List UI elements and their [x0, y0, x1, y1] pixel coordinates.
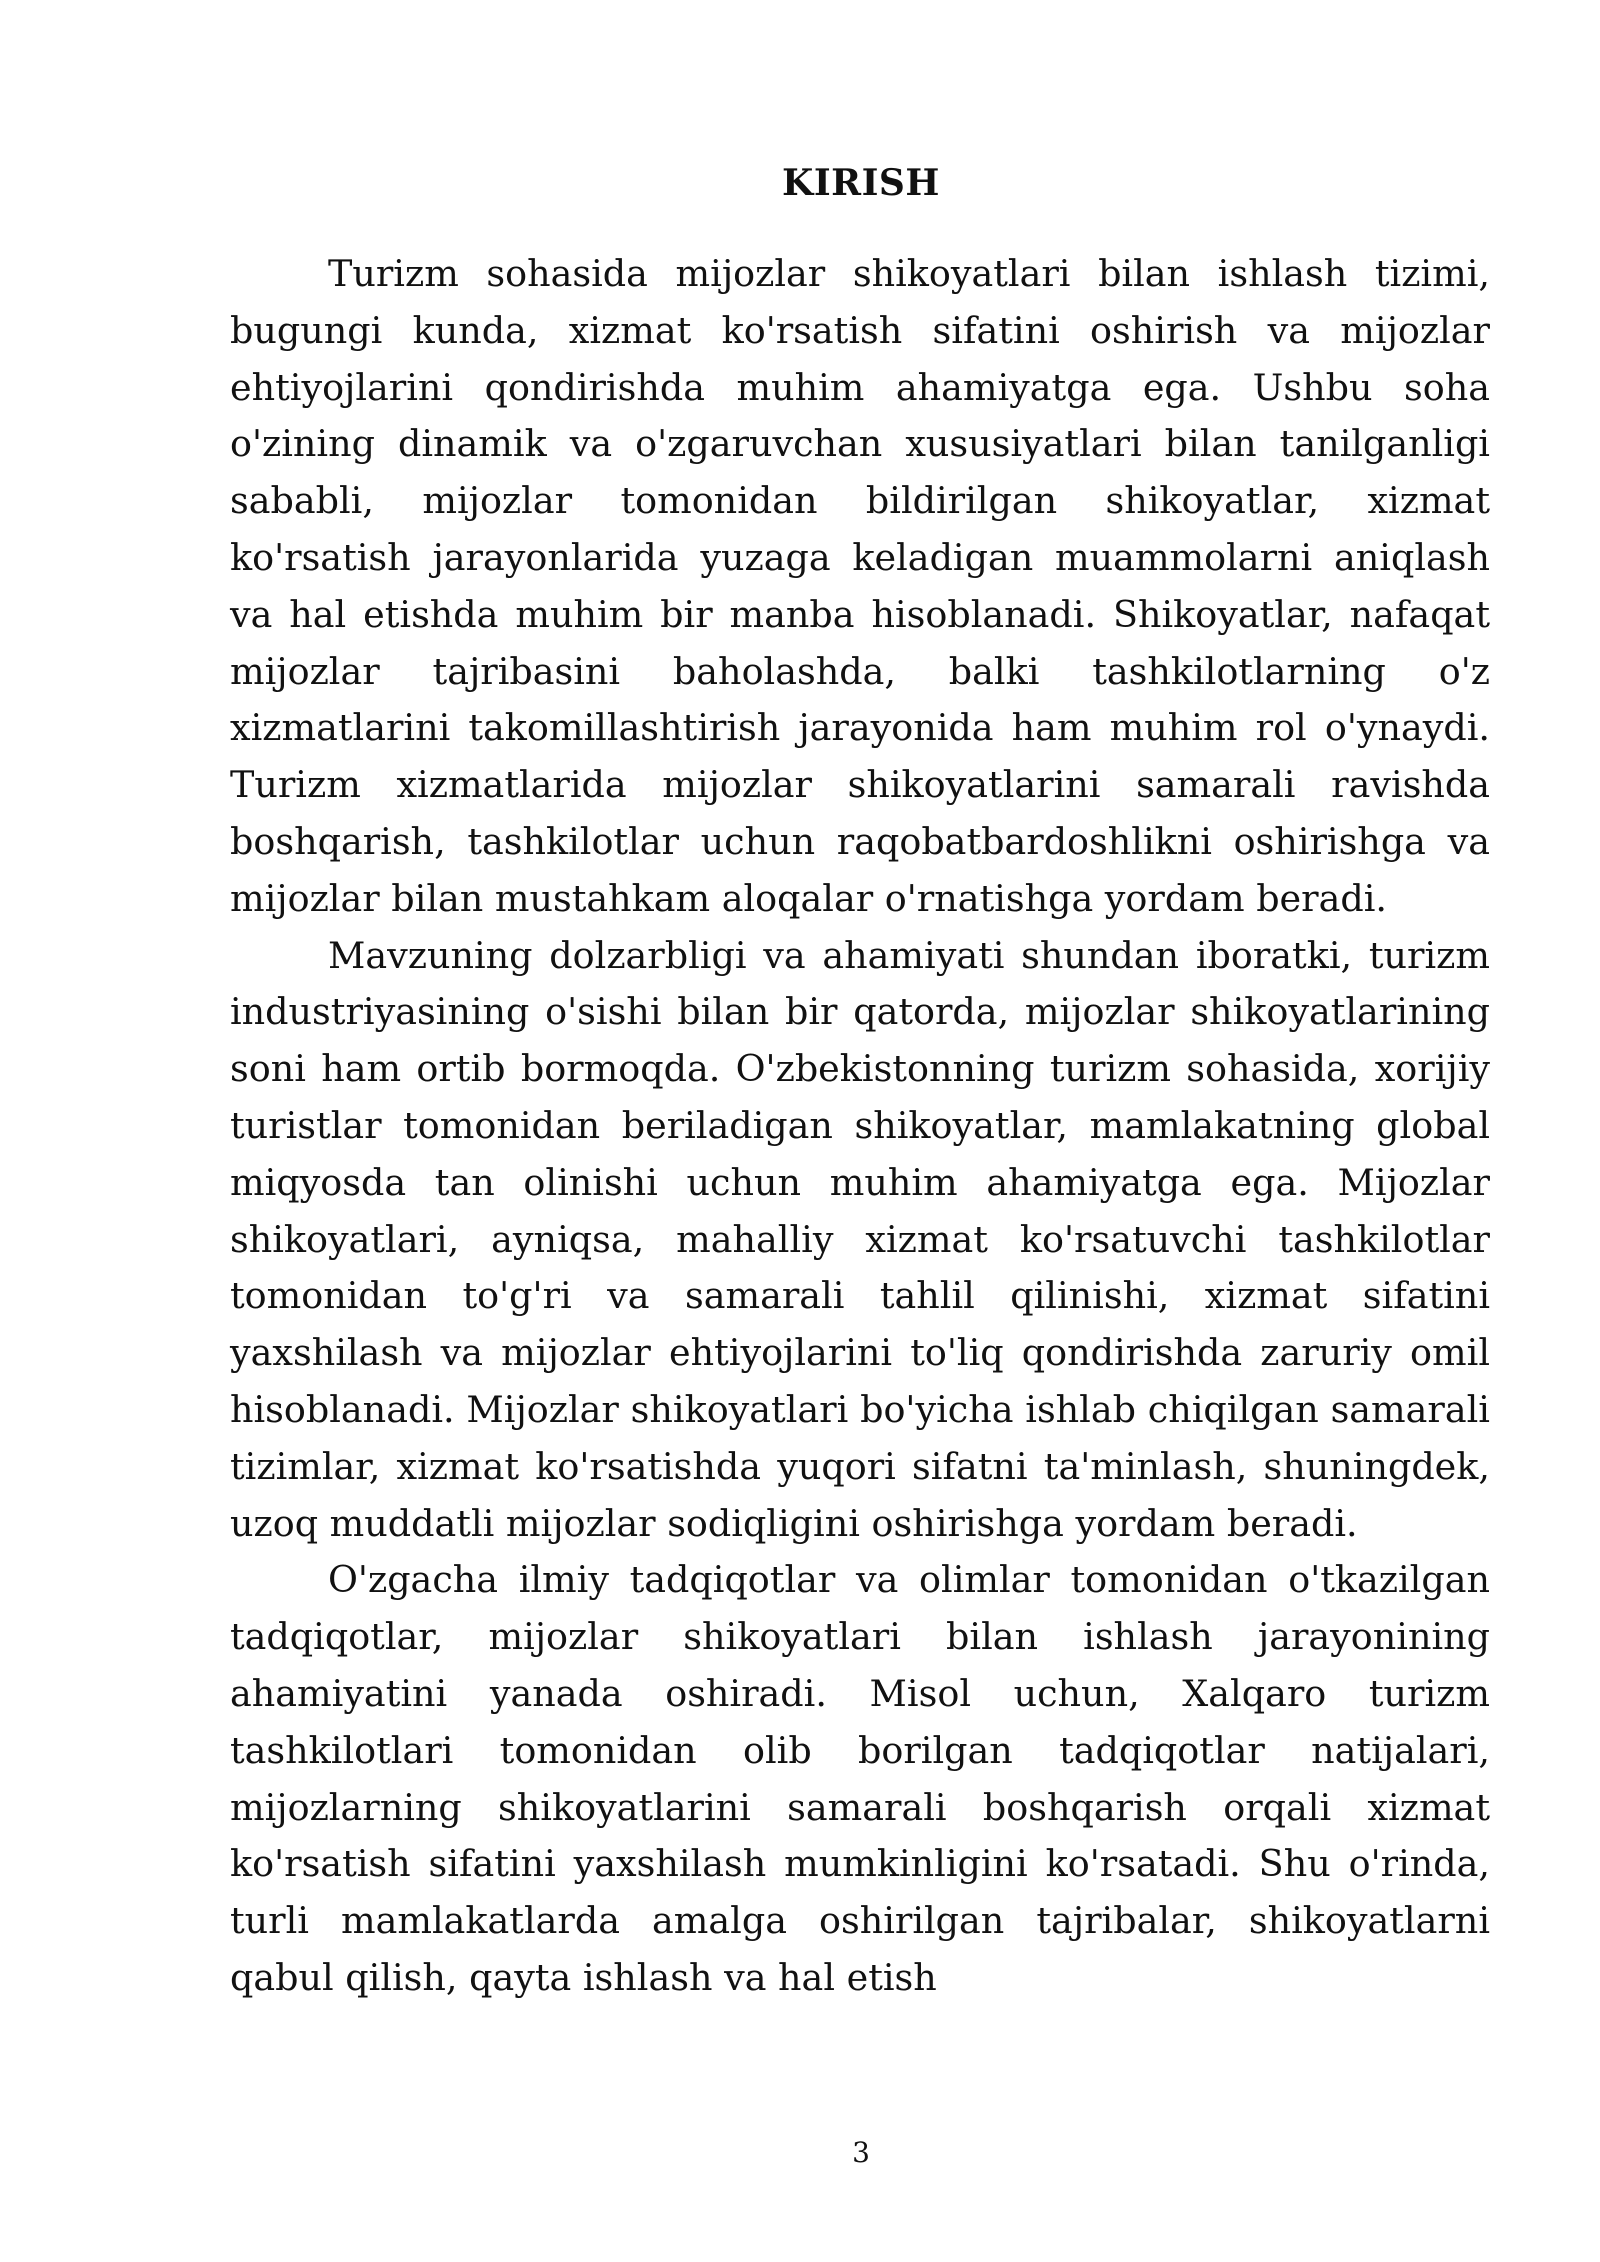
- section-heading: KIRISH: [782, 162, 940, 204]
- page-number: 3: [852, 2136, 870, 2169]
- paragraph-research: O'zgacha ilmiy tadqiqotlar va olimlar tomonidan o'tkazilgan tadqiqotlar, mijozlar shikoyatlari bilan ishlash jarayonining ahamiyatini yanada oshiradi. Misol uchun, Xalqaro turizm tashkilotlari tomonidan olib borilgan tadqiqotlar natijalari, mijozlarning shikoyatlarini samarali boshqarish orqali xizmat ko'rsatish sifatini yaxshilash mumkinligini ko'rsatadi. Shu o'rinda, turli mamlakatlarda amalga oshirilgan tajribalar, shikoyatlarni qabul qilish, qayta ishlash va hal etish: [230, 1558, 1490, 1999]
- paragraph-intro: Turizm sohasida mijozlar shikoyatlari bilan ishlash tizimi, bugungi kunda, xizmat ko'rsatish sifatini oshirish va mijozlar ehtiyojlarini qondirishda muhim ahamiyatga ega. Ushbu soha o'zining dinamik va o'zgaruvchan xususiyatlari bilan tanilganligi sababli, mijozlar tomonidan bildirilgan shikoyatlar, xizmat ko'rsatish jarayonlarida yuzaga keladigan muammolarni aniqlash va hal etishda muhim bir manba hisoblanadi. Shikoyatlar, nafaqat mijozlar tajribasini baholashda, balki tashkilotlarning o'z xizmatlarini takomillashtirish jarayonida ham muhim rol o'ynaydi. Turizm xizmatlarida mijozlar shikoyatlarini samarali ravishda boshqarish, tashkilotlar uchun raqobatbardoshlikni oshirishga va mijozlar bilan mustahkam aloqalar o'rnatishga yordam beradi.: [230, 252, 1490, 920]
- body-text: [230, 246, 1490, 2007]
- paragraph-relevance: Mavzuning dolzarbligi va ahamiyati shundan iboratki, turizm industriyasining o'sishi bilan bir qatorda, mijozlar shikoyatlarining soni ham ortib bormoqda. O'zbekistonning turizm sohasida, xorijiy turistlar tomonidan beriladigan shikoyatlar, mamlakatning global miqyosda tan olinishi uchun muhim ahamiyatga ega. Mijozlar shikoyatlari, ayniqsa, mahalliy xizmat ko'rsatuvchi tashkilotlar tomonidan to'g'ri va samarali tahlil qilinishi, xizmat sifatini yaxshilash va mijozlar ehtiyojlarini to'liq qondirishda zaruriy omil hisoblanadi. Mijozlar shikoyatlari bo'yicha ishlab chiqilgan samarali tizimlar, xizmat ko'rsatishda yuqori sifatni ta'minlash, shuningdek, uzoq muddatli mijozlar sodiqligini oshirishga yordam beradi.: [230, 933, 1490, 1545]
